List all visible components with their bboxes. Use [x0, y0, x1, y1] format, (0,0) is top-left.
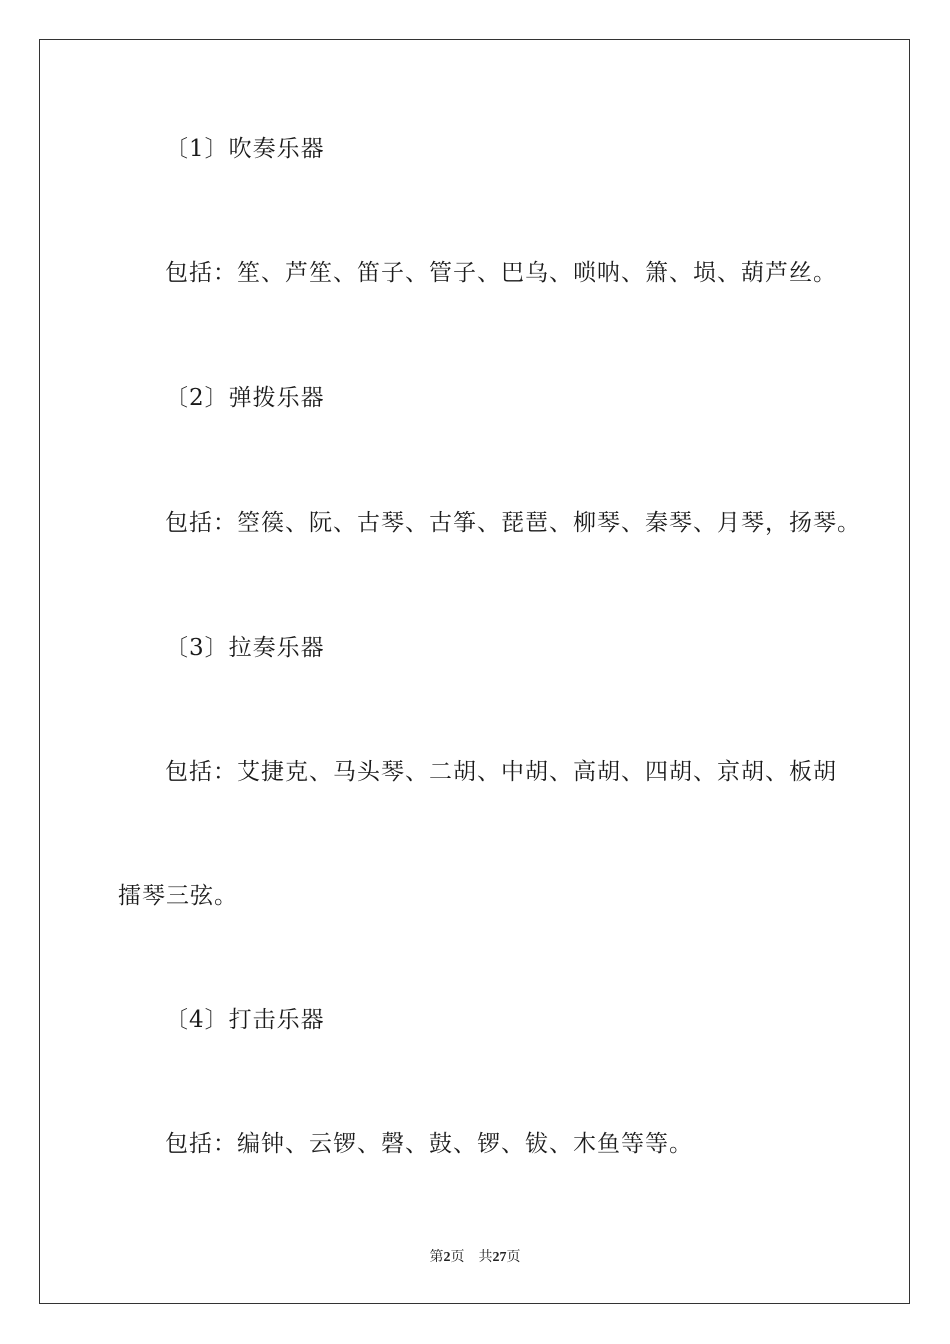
- section-2-heading: 〔2〕弹拨乐器: [165, 385, 325, 411]
- section-1-content: 包括：笙、芦笙、笛子、管子、巴乌、唢呐、箫、埙、葫芦丝。: [165, 260, 837, 286]
- footer-total-prefix: 共: [478, 1249, 493, 1265]
- footer-total-unit: 页: [506, 1249, 521, 1265]
- section-3-heading: 〔3〕拉奏乐器: [165, 635, 325, 661]
- section-2-content: 包括：箜篌、阮、古琴、古筝、琵琶、柳琴、秦琴、月琴，扬琴。: [165, 510, 861, 536]
- total-pages-number: 27: [492, 1250, 507, 1265]
- section-4-heading: 〔4〕打击乐器: [165, 1007, 325, 1033]
- section-3-content-continued: 擂琴三弦。: [118, 883, 238, 909]
- footer-page-unit: 页: [450, 1249, 465, 1265]
- section-1-heading: 〔1〕吹奏乐器: [165, 136, 325, 162]
- section-4-content: 包括：编钟、云锣、磬、鼓、锣、钹、木鱼等等。: [165, 1131, 693, 1157]
- page-border: [39, 39, 910, 1304]
- page-footer: [0, 1248, 950, 1267]
- current-page-number: 2: [443, 1250, 451, 1265]
- footer-prefix: 第: [429, 1249, 444, 1265]
- section-3-content: 包括：艾捷克、马头琴、二胡、中胡、高胡、四胡、京胡、板胡: [165, 759, 837, 785]
